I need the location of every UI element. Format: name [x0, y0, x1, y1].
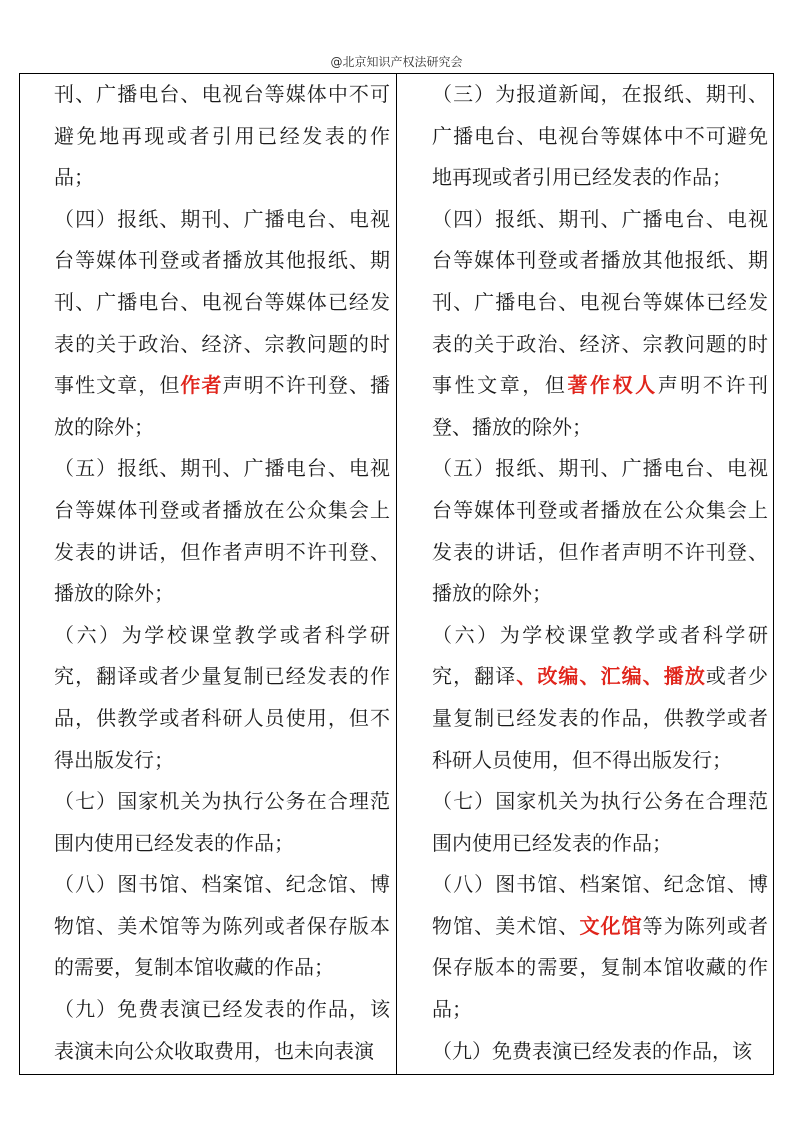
clause-text: （五）报纸、期刊、广播电台、电视台等媒体刊登或者播放在公众集会上发表的讲话，但作者声明不许刊登、播放的除外；	[54, 456, 390, 606]
clause-paragraph	[432, 781, 768, 864]
clause-text: 声明不许刊登、播放的除外；	[432, 373, 768, 439]
comparison-table	[19, 73, 774, 1075]
clause-text: （七）国家机关为执行公务在合理范围内使用已经发表的作品；	[432, 789, 768, 855]
clause-paragraph	[432, 199, 768, 449]
clause-text: （六）为学校课堂教学或者科学研究，翻译或者少量复制已经发表的作品，供教学或者科研人员使用，但不得出版发行；	[54, 622, 390, 772]
clause-paragraph	[54, 74, 390, 199]
clause-paragraph	[54, 989, 390, 1072]
column-divider	[396, 74, 397, 1074]
clause-text: （四）报纸、期刊、广播电台、电视台等媒体刊登或者播放其他报纸、期刊、广播电台、电视台等媒体已经发表的关于政治、经济、宗教问题的时事性文章，但	[54, 206, 390, 398]
clause-text: （六）为学校课堂教学或者科学研究，翻译	[432, 622, 768, 689]
right-column	[432, 74, 768, 1074]
clause-paragraph	[432, 74, 768, 199]
clause-paragraph	[432, 1031, 768, 1073]
clause-paragraph	[432, 448, 768, 614]
clause-text: 或者少量复制已经发表的作品，供教学或者科研人员使用，但不得出版发行；	[432, 664, 768, 772]
page-header: @北京知识产权法研究会	[330, 55, 463, 69]
highlighted-text: 文化馆	[579, 913, 643, 938]
highlighted-text: 著作权人	[567, 373, 658, 398]
clause-paragraph	[54, 781, 390, 864]
clause-text: 刊、广播电台、电视台等媒体中不可避免地再现或者引用已经发表的作品；	[54, 82, 390, 190]
clause-text: （三）为报道新闻，在报纸、期刊、广播电台、电视台等媒体中不可避免地再现或者引用已经发表的作品；	[432, 82, 768, 190]
highlighted-text: 、改编、汇编、播放	[516, 664, 706, 689]
clause-text: （四）报纸、期刊、广播电台、电视台等媒体刊登或者播放其他报纸、期刊、广播电台、电视台等媒体已经发表的关于政治、经济、宗教问题的时事性文章，但	[432, 206, 768, 398]
clause-text: 声明不许刊登、播放的除外；	[54, 373, 390, 439]
clause-text: （八）图书馆、档案馆、纪念馆、博物馆、美术馆等为陈列或者保存版本的需要，复制本馆收藏的作品；	[54, 872, 390, 980]
highlighted-text: 作者	[180, 373, 223, 398]
clause-text: （九）免费表演已经发表的作品，该表演未向公众收取费用，也未向表演	[54, 997, 390, 1063]
clause-paragraph	[54, 615, 390, 781]
clause-text: （五）报纸、期刊、广播电台、电视台等媒体刊登或者播放在公众集会上发表的讲话，但作者声明不许刊登、播放的除外；	[432, 456, 768, 606]
clause-text: （八）图书馆、档案馆、纪念馆、博物馆、美术馆、	[432, 872, 768, 938]
clause-paragraph	[432, 864, 768, 1030]
clause-paragraph	[54, 199, 390, 449]
clause-paragraph	[54, 864, 390, 989]
clause-paragraph	[432, 615, 768, 781]
left-column	[54, 74, 390, 1074]
clause-paragraph	[54, 448, 390, 614]
clause-text: （九）免费表演已经发表的作品，该	[432, 1038, 752, 1063]
clause-text: 等为陈列或者保存版本的需要，复制本馆收藏的作品；	[432, 913, 768, 1022]
clause-text: （七）国家机关为执行公务在合理范围内使用已经发表的作品；	[54, 789, 390, 855]
